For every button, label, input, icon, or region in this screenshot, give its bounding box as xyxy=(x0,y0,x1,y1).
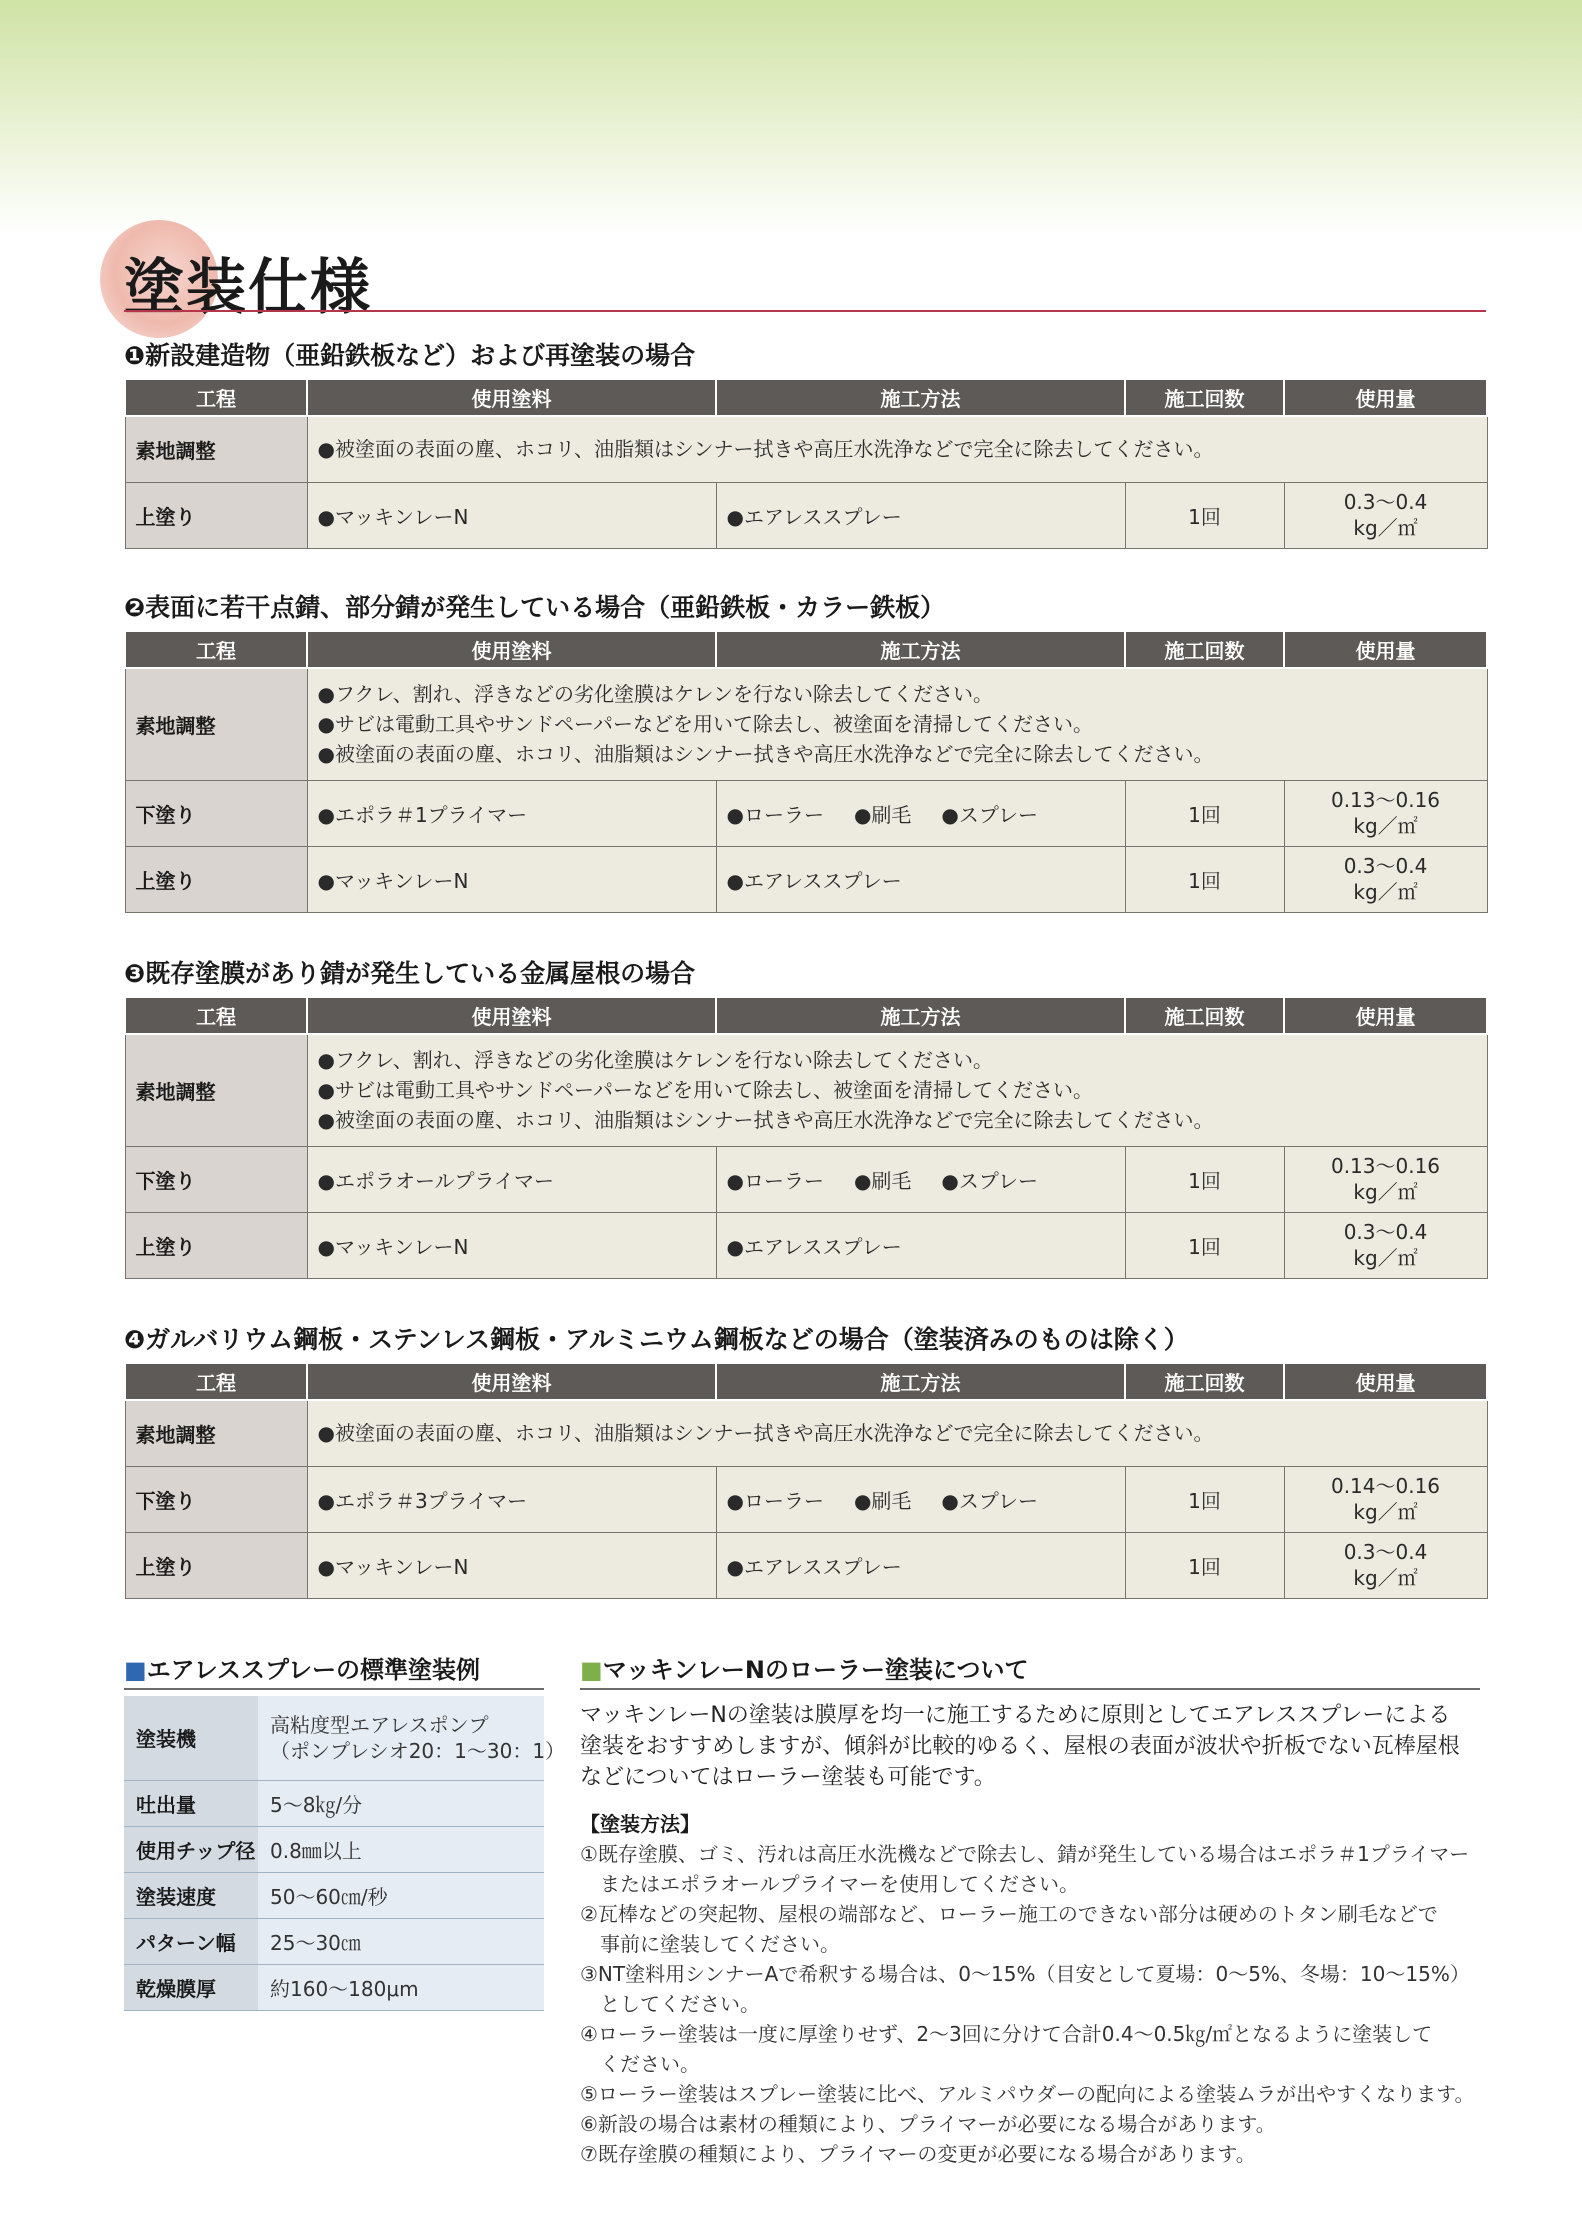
airless-value: 5〜8㎏/分 xyxy=(258,1780,544,1826)
amount-unit: kg／㎡ xyxy=(1353,1500,1418,1524)
header-gradient xyxy=(0,0,1582,235)
title-rule xyxy=(124,310,1486,312)
amount-unit: kg／㎡ xyxy=(1353,814,1418,838)
count-cell: 1回 xyxy=(1125,482,1284,548)
airless-value xyxy=(258,1696,566,1780)
prep-line: ●被塗面の表面の塵、ホコリ、油脂類はシンナー拭きや高圧水洗浄などで完全に除去してください。 xyxy=(317,1421,1214,1446)
green-square-icon: ■ xyxy=(580,1656,603,1684)
table-row xyxy=(125,1532,1487,1598)
amount-unit: kg／㎡ xyxy=(1353,516,1418,540)
prep-line: ●サビは電動工具やサンドペーパーなどを用いて除去し、被塗面を清掃してください。 xyxy=(317,712,1093,737)
blue-square-icon: ■ xyxy=(124,1656,147,1684)
method-cell: ●エアレススプレー xyxy=(716,482,1125,548)
paint-cell: ●マッキンレーN xyxy=(307,846,716,912)
airless-value-line: 高粘度型エアレスポンプ xyxy=(270,1712,489,1737)
airless-title xyxy=(124,1652,544,1690)
spec-table xyxy=(124,1362,1488,1599)
table-row xyxy=(124,1918,544,1964)
col-amount: 使用量 xyxy=(1284,997,1487,1034)
col-process: 工程 xyxy=(125,631,307,668)
page-title: 塗装仕様 xyxy=(124,253,372,323)
prep-line: ●フクレ、割れ、浮きなどの劣化塗膜はケレンを行ない除去してください。 xyxy=(317,1048,994,1073)
method-item-1: ①既存塗膜、ゴミ、汚れは高圧水洗機などで除去し、錆が発生している場合はエポラ＃1プライマー xyxy=(580,1842,1470,1866)
table-row xyxy=(124,1872,544,1918)
prep-line: ●被塗面の表面の塵、ホコリ、油脂類はシンナー拭きや高圧水洗浄などで完全に除去してください。 xyxy=(317,1108,1214,1133)
paint-cell: ●エポラ＃1プライマー xyxy=(307,780,716,846)
table-row xyxy=(125,780,1487,846)
method-spray: ●スプレー xyxy=(941,802,1039,827)
count-cell: 1回 xyxy=(1125,1212,1284,1278)
airless-spray-panel xyxy=(124,1652,566,2011)
airless-value: 25〜30㎝ xyxy=(258,1918,544,1964)
section-title: ❸既存塗膜があり錆が発生している金属屋根の場合 xyxy=(124,959,696,988)
amount-value: 0.3〜0.4 xyxy=(1343,854,1428,878)
method-item-2-cont: 事前に塗装してください。 xyxy=(600,1932,840,1956)
method-roller: ●ローラー xyxy=(726,802,824,827)
roller-panel xyxy=(580,1652,1480,2169)
step-label: 素地調整 xyxy=(125,668,307,780)
amount-cell xyxy=(1284,1532,1487,1598)
prep-line: ●フクレ、割れ、浮きなどの劣化塗膜はケレンを行ない除去してください。 xyxy=(317,682,994,707)
col-count: 施工回数 xyxy=(1125,379,1284,416)
col-process: 工程 xyxy=(125,1363,307,1400)
amount-cell xyxy=(1284,780,1487,846)
amount-value: 0.13〜0.16 xyxy=(1330,788,1441,812)
method-title: 【塗装方法】 xyxy=(580,1812,700,1836)
method-item-3: ③NT塗料用シンナーAで希釈する場合は、0〜15%（目安として夏場：0〜5%、冬場：10〜15%） xyxy=(580,1962,1470,1986)
col-method: 施工方法 xyxy=(716,997,1125,1034)
col-amount: 使用量 xyxy=(1284,379,1487,416)
col-count: 施工回数 xyxy=(1125,1363,1284,1400)
airless-title-text: エアレススプレーの標準塗装例 xyxy=(146,1656,481,1684)
count-cell: 1回 xyxy=(1125,780,1284,846)
method-cell xyxy=(716,1146,1125,1212)
paragraph-line: 塗装をおすすめしますが、傾斜が比較的ゆるく、屋根の表面が波状や折板でない瓦棒屋根 xyxy=(580,1734,1460,1759)
table-row xyxy=(125,1146,1487,1212)
method-item-7: ⑦既存塗膜の種類により、プライマーの変更が必要になる場合があります。 xyxy=(580,2142,1256,2166)
method-item-1-cont: またはエポラオールプライマーを使用してください。 xyxy=(600,1872,1079,1896)
col-method: 施工方法 xyxy=(716,631,1125,668)
col-amount: 使用量 xyxy=(1284,631,1487,668)
col-paint: 使用塗料 xyxy=(307,379,716,416)
method-item-4-cont: ください。 xyxy=(600,2052,700,2076)
airless-key: 使用チップ径 xyxy=(124,1826,258,1872)
step-label: 素地調整 xyxy=(125,1400,307,1466)
amount-value: 0.3〜0.4 xyxy=(1343,1540,1428,1564)
paint-cell: ●エポラオールプライマー xyxy=(307,1146,716,1212)
prep-text xyxy=(307,416,1487,482)
paint-cell: ●エポラ＃3プライマー xyxy=(307,1466,716,1532)
amount-value: 0.14〜0.16 xyxy=(1330,1474,1441,1498)
method-cell: ●エアレススプレー xyxy=(716,846,1125,912)
paragraph-line: マッキンレーNの塗装は膜厚を均一に施工するために原則としてエアレススプレーによる xyxy=(580,1703,1451,1728)
step-label: 上塗り xyxy=(125,1532,307,1598)
method-spray: ●スプレー xyxy=(941,1488,1039,1513)
table-row xyxy=(124,1696,544,1780)
section-3 xyxy=(124,956,1486,1279)
amount-value: 0.3〜0.4 xyxy=(1343,1220,1428,1244)
count-cell: 1回 xyxy=(1125,846,1284,912)
method-item-5: ⑤ローラー塗装はスプレー塗装に比べ、アルミパウダーの配向による塗装ムラが出やすくなります。 xyxy=(580,2082,1475,2106)
method-item-6: ⑥新設の場合は素材の種類により、プライマーが必要になる場合があります。 xyxy=(580,2112,1276,2136)
section-1 xyxy=(124,338,1486,549)
paint-cell: ●マッキンレーN xyxy=(307,1532,716,1598)
airless-key: 塗装機 xyxy=(124,1696,258,1780)
col-method: 施工方法 xyxy=(716,379,1125,416)
table-row-prep xyxy=(125,1400,1487,1466)
step-label: 下塗り xyxy=(125,1146,307,1212)
col-paint: 使用塗料 xyxy=(307,631,716,668)
method-brush: ●刷毛 xyxy=(853,1488,912,1513)
table-header-row xyxy=(125,1363,1487,1400)
airless-value: 50〜60㎝/秒 xyxy=(258,1872,544,1918)
count-cell: 1回 xyxy=(1125,1146,1284,1212)
paint-cell: ●マッキンレーN xyxy=(307,1212,716,1278)
method-cell xyxy=(716,1466,1125,1532)
prep-text xyxy=(307,668,1487,780)
table-header-row xyxy=(125,379,1487,416)
method-roller: ●ローラー xyxy=(726,1168,824,1193)
method-spray: ●スプレー xyxy=(941,1168,1039,1193)
airless-value: 約160〜180μm xyxy=(258,1964,544,2010)
table-header-row xyxy=(125,631,1487,668)
section-4 xyxy=(124,1322,1486,1599)
prep-line: ●被塗面の表面の塵、ホコリ、油脂類はシンナー拭きや高圧水洗浄などで完全に除去してください。 xyxy=(317,742,1214,767)
section-title: ❷表面に若干点錆、部分錆が発生している場合（亜鉛鉄板・カラー鉄板） xyxy=(124,593,946,622)
section-2 xyxy=(124,590,1486,913)
step-label: 上塗り xyxy=(125,1212,307,1278)
amount-unit: kg／㎡ xyxy=(1353,1246,1418,1270)
col-count: 施工回数 xyxy=(1125,997,1284,1034)
amount-value: 0.13〜0.16 xyxy=(1330,1154,1441,1178)
col-method: 施工方法 xyxy=(716,1363,1125,1400)
table-row-prep xyxy=(125,1034,1487,1146)
table-row-prep xyxy=(125,668,1487,780)
method-item-3-cont: としてください。 xyxy=(600,1992,760,2016)
col-count: 施工回数 xyxy=(1125,631,1284,668)
section-title: ❶新設建造物（亜鉛鉄板など）および再塗装の場合 xyxy=(124,341,696,370)
table-row xyxy=(125,1212,1487,1278)
airless-key: 乾燥膜厚 xyxy=(124,1964,258,2010)
col-amount: 使用量 xyxy=(1284,1363,1487,1400)
col-paint: 使用塗料 xyxy=(307,1363,716,1400)
step-label: 素地調整 xyxy=(125,1034,307,1146)
amount-cell xyxy=(1284,482,1487,548)
col-paint: 使用塗料 xyxy=(307,997,716,1034)
method-brush: ●刷毛 xyxy=(853,802,912,827)
table-row xyxy=(124,1964,544,2010)
roller-title xyxy=(580,1652,1480,1690)
table-row-prep xyxy=(125,416,1487,482)
spec-table xyxy=(124,996,1488,1279)
roller-paragraph xyxy=(580,1700,1480,1793)
amount-unit: kg／㎡ xyxy=(1353,880,1418,904)
airless-value-line: （ポンプレシオ20：1〜30：1） xyxy=(270,1738,566,1763)
roller-title-text: マッキンレーNのローラー塗装について xyxy=(602,1656,1029,1684)
paragraph-line: などについてはローラー塗装も可能です。 xyxy=(580,1765,996,1790)
step-label: 下塗り xyxy=(125,780,307,846)
table-row xyxy=(124,1826,544,1872)
amount-unit: kg／㎡ xyxy=(1353,1566,1418,1590)
table-row xyxy=(125,482,1487,548)
step-label: 上塗り xyxy=(125,482,307,548)
method-brush: ●刷毛 xyxy=(853,1168,912,1193)
method-cell: ●エアレススプレー xyxy=(716,1212,1125,1278)
airless-value: 0.8㎜以上 xyxy=(258,1826,544,1872)
step-label: 上塗り xyxy=(125,846,307,912)
spec-table xyxy=(124,378,1488,549)
prep-line: ●被塗面の表面の塵、ホコリ、油脂類はシンナー拭きや高圧水洗浄などで完全に除去してください。 xyxy=(317,437,1214,462)
table-row xyxy=(125,846,1487,912)
table-row xyxy=(124,1780,544,1826)
count-cell: 1回 xyxy=(1125,1466,1284,1532)
airless-key: 吐出量 xyxy=(124,1780,258,1826)
col-process: 工程 xyxy=(125,997,307,1034)
table-row xyxy=(125,1466,1487,1532)
airless-key: パターン幅 xyxy=(124,1918,258,1964)
amount-cell xyxy=(1284,1466,1487,1532)
airless-table xyxy=(124,1696,566,2011)
airless-key: 塗装速度 xyxy=(124,1872,258,1918)
method-roller: ●ローラー xyxy=(726,1488,824,1513)
method-cell: ●エアレススプレー xyxy=(716,1532,1125,1598)
prep-line: ●サビは電動工具やサンドペーパーなどを用いて除去し、被塗面を清掃してください。 xyxy=(317,1078,1093,1103)
method-item-4: ④ローラー塗装は一度に厚塗りせず、2〜3回に分けて合計0.4〜0.5㎏/㎡となるように塗装して xyxy=(580,2022,1433,2046)
table-header-row xyxy=(125,997,1487,1034)
count-cell: 1回 xyxy=(1125,1532,1284,1598)
paint-cell: ●マッキンレーN xyxy=(307,482,716,548)
step-label: 素地調整 xyxy=(125,416,307,482)
method-cell xyxy=(716,780,1125,846)
step-label: 下塗り xyxy=(125,1466,307,1532)
amount-cell xyxy=(1284,846,1487,912)
col-process: 工程 xyxy=(125,379,307,416)
prep-text xyxy=(307,1400,1487,1466)
prep-text xyxy=(307,1034,1487,1146)
amount-value: 0.3〜0.4 xyxy=(1343,490,1428,514)
amount-unit: kg／㎡ xyxy=(1353,1180,1418,1204)
method-item-2: ②瓦棒などの突起物、屋根の端部など、ローラー施工のできない部分は硬めのトタン刷毛などで xyxy=(580,1902,1438,1926)
spec-table xyxy=(124,630,1488,913)
section-title: ❹ガルバリウム鋼板・ステンレス鋼板・アルミニウム鋼板などの場合（塗装済みのものは除く） xyxy=(124,1325,1189,1354)
amount-cell xyxy=(1284,1212,1487,1278)
amount-cell xyxy=(1284,1146,1487,1212)
